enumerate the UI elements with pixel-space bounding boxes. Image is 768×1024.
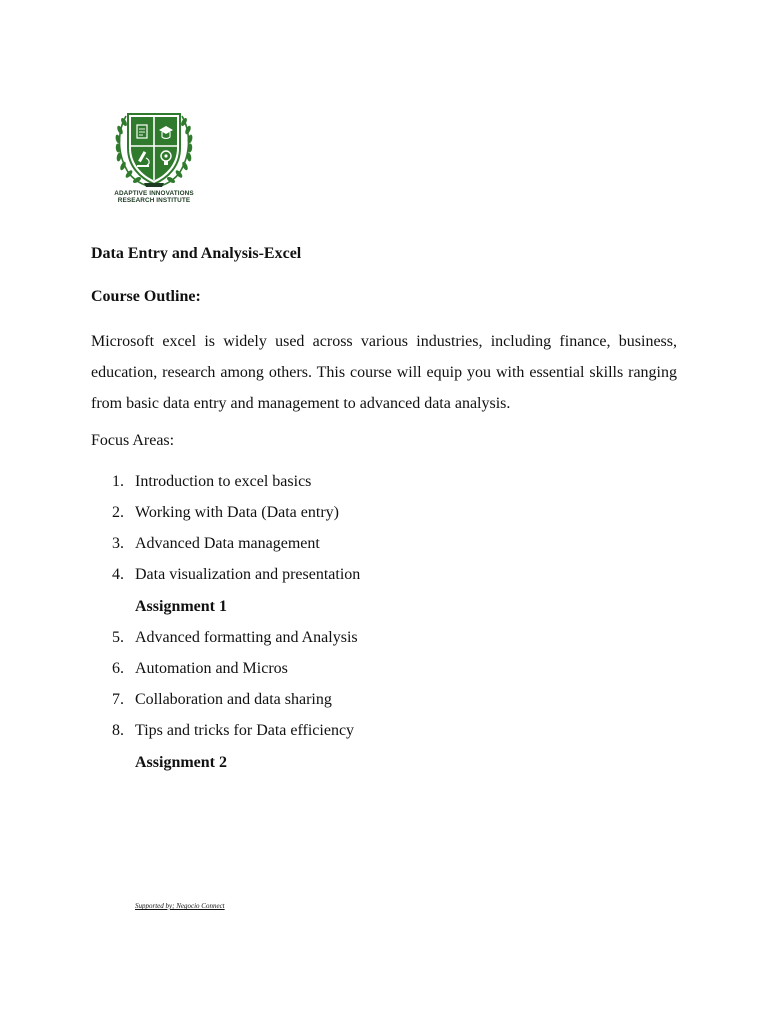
list-item-text: Automation and Micros bbox=[135, 660, 288, 677]
logo-text-line2: RESEARCH INSTITUTE bbox=[117, 197, 191, 204]
list-item-text: Introduction to excel basics bbox=[135, 473, 312, 490]
institute-logo bbox=[104, 108, 204, 208]
list-item-number: 8. bbox=[112, 722, 124, 739]
list-item-number: 7. bbox=[112, 691, 124, 708]
list-item-number: 6. bbox=[112, 660, 124, 677]
list-item-text: Collaboration and data sharing bbox=[135, 691, 332, 708]
list-item-number: 4. bbox=[112, 566, 124, 583]
shield-crest-icon bbox=[104, 108, 204, 190]
list-item-text: Advanced Data management bbox=[135, 535, 320, 552]
focus-areas-label: Focus Areas: bbox=[91, 432, 175, 449]
section-heading: Course Outline: bbox=[91, 288, 201, 305]
list-item-text: Data visualization and presentation bbox=[135, 566, 361, 583]
list-item-number: 3. bbox=[112, 535, 124, 552]
intro-paragraph: Microsoft excel is widely used across various industries, including finance, business, education, research among others. This course will equip you with essential skills ranging from basic data entry and management to advanced data analysis. bbox=[91, 333, 677, 412]
list-item-number: 5. bbox=[112, 629, 124, 646]
list-item-text: Tips and tricks for Data efficiency bbox=[135, 722, 355, 739]
assignment-1-heading: Assignment 1 bbox=[135, 598, 228, 615]
list-item-number: 1. bbox=[112, 473, 124, 490]
footer-note: Supported by; Negocio Connect bbox=[135, 902, 225, 910]
list-item-text: Working with Data (Data entry) bbox=[135, 504, 339, 521]
assignment-2-heading: Assignment 2 bbox=[135, 754, 228, 771]
logo-text-line1: ADAPTIVE INNOVATIONS bbox=[114, 190, 194, 197]
list-item-text: Advanced formatting and Analysis bbox=[135, 629, 358, 646]
list-item-number: 2. bbox=[112, 504, 124, 521]
document-title: Data Entry and Analysis-Excel bbox=[91, 245, 302, 262]
